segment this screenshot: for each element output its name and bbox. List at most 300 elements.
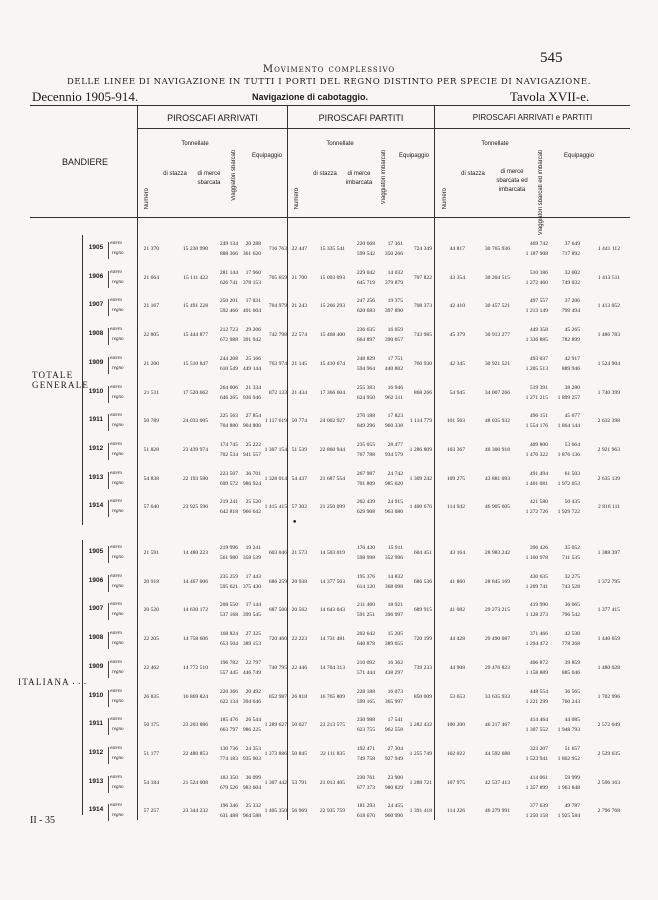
cell-merce-estero: 491 494 (529, 470, 548, 477)
cell-merce-regno: 1 294 472 (525, 641, 548, 648)
cell-merce-regno: 623 755 (356, 727, 375, 734)
cell-merce-estero: 223 507 (219, 470, 238, 477)
cell-merce-estero: 493 037 (529, 355, 548, 362)
cell-viaggiatori-estero: 22 797 (245, 659, 261, 666)
cell-stazza: 22 193 580 (182, 475, 208, 482)
cell-equipaggio: 1 441 112 (597, 246, 620, 252)
cell-viaggiatori-regno: 799 494 (561, 308, 580, 315)
cell-stazza: 15 491 228 (182, 303, 208, 310)
row-brace (108, 271, 111, 288)
cell-equipaggio: 708 373 (413, 303, 432, 310)
cell-numero: 44 908 (449, 664, 465, 671)
cell-viaggiatori-estero: 59 999 (564, 774, 580, 781)
cell-equipaggio: 1 273 886 (264, 750, 287, 757)
cell-stazza: 14 503 019 (319, 550, 345, 556)
cell-equipaggio: 1 307 442 (264, 779, 287, 786)
cell-merce-estero: 183 350 (219, 774, 238, 781)
year-label: 1909 (88, 358, 104, 366)
cell-merce-estero: 449 358 (529, 327, 548, 334)
year-label: 1910 (88, 691, 104, 699)
group-label-italiana: ITALIANA (18, 677, 70, 687)
cell-merce-regno: 1 272 460 (525, 279, 548, 286)
cell-merce-regno: 1 401 081 (525, 480, 548, 487)
cell-viaggiatori-estero: 17 443 (245, 573, 261, 580)
cell-merce-regno: 610 549 (219, 365, 238, 372)
cell-numero: 50 774 (291, 418, 307, 425)
cell-equipaggio: 1 413 052 (597, 303, 620, 310)
cell-viaggiatori-regno: 368 098 (384, 583, 403, 590)
cell-equipaggio: 1 372 795 (597, 578, 620, 585)
cell-viaggiatori-regno: 399 545 (242, 612, 261, 619)
cell-stazza: 48 035 932 (484, 418, 510, 425)
cell-viaggiatori-estero: 27 854 (245, 413, 261, 420)
cell-stazza: 22 860 944 (319, 446, 345, 453)
cell-merce-regno: 1 187 908 (525, 251, 548, 257)
cell-viaggiatori-estero: 19 241 (245, 545, 261, 551)
row-label-estero: estero (110, 631, 123, 637)
cell-merce-estero: 377 639 (529, 803, 548, 810)
cell-numero: 44 428 (449, 636, 465, 643)
cell-equipaggio: 704 979 (268, 303, 287, 310)
cell-merce-regno: 614 120 (356, 583, 375, 590)
cell-stazza: 24 033 005 (182, 418, 208, 425)
header-merce-a: di merce sbarcata (197, 171, 221, 186)
section-subrule-1 (137, 128, 630, 129)
cell-stazza: 30 921 521 (484, 360, 510, 367)
cell-viaggiatori-regno: 1 972 053 (557, 480, 580, 487)
cell-stazza: 17 520 662 (182, 389, 208, 396)
cell-numero: 50 789 (143, 418, 159, 425)
cell-merce-regno: 1 554 176 (525, 423, 548, 430)
cell-stazza: 34 007 266 (484, 389, 510, 396)
cell-numero: 22 223 (291, 636, 307, 643)
cell-numero: 21 511 (143, 389, 159, 396)
cell-viaggiatori-regno: 1 925 584 (557, 813, 580, 820)
cell-viaggiatori-regno: 1 899 257 (557, 394, 580, 401)
cell-stazza: 14 377 563 (319, 578, 345, 585)
cell-equipaggio: 1 486 783 (597, 332, 620, 339)
cell-viaggiatori-estero: 24 455 (387, 803, 403, 810)
cell-merce-estero: 244 208 (219, 355, 238, 362)
cell-merce-regno: 595 621 (219, 583, 238, 590)
cell-merce-estero: 419 990 (529, 602, 548, 609)
cell-equipaggio: 1 377 415 (597, 607, 620, 614)
cell-merce-estero: 202 642 (356, 631, 375, 638)
cell-viaggiatori-regno: 711 535 (562, 555, 580, 561)
cell-merce-regno: 1 523 941 (525, 755, 548, 762)
row-label-estero: estero (110, 545, 123, 550)
row-brace (108, 632, 111, 649)
cell-viaggiatori-regno: 1 864 144 (557, 423, 580, 430)
cell-viaggiatori-regno: 350 266 (384, 251, 403, 257)
header-viagg-t: Viaggiatori sbarcati ed imbarcati (538, 150, 544, 236)
cell-merce-estero: 220 668 (356, 241, 375, 247)
cell-stazza: 43 881 093 (484, 475, 510, 482)
cell-merce-regno: 653 504 (219, 641, 238, 648)
cell-merce-regno: 701 809 (356, 480, 375, 487)
cell-viaggiatori-regno: 885 046 (561, 669, 580, 676)
decade-label: Decennio 1905-914. (32, 89, 139, 104)
cell-viaggiatori-estero: 20 492 (245, 688, 261, 695)
cell-merce-regno: 571 444 (356, 669, 375, 676)
cell-equipaggio: 1 388 397 (597, 550, 620, 556)
cell-viaggiatori-estero: 50 435 (564, 499, 580, 506)
cell-viaggiatori-estero: 39 859 (564, 659, 580, 666)
cell-viaggiatori-estero: 24 353 (245, 745, 261, 752)
cell-merce-regno: 561 980 (219, 555, 238, 561)
header-bandiere: BANDIERE (61, 157, 108, 167)
cell-merce-estero: 181 293 (356, 803, 375, 810)
cell-viaggiatori-estero: 32 275 (564, 573, 580, 580)
cell-merce-regno: 594 964 (356, 365, 375, 372)
cell-merce-regno: 774 183 (219, 755, 238, 762)
cell-equipaggio: 2 572 049 (597, 722, 620, 729)
cell-merce-regno: 704 880 (219, 423, 238, 430)
cell-merce-estero: 168 824 (219, 631, 238, 638)
cell-equipaggio: 1 328 014 (264, 475, 287, 482)
year-label: 1905 (88, 244, 104, 251)
col-divider-1 (137, 105, 138, 820)
cell-equipaggio: 760 930 (413, 360, 432, 367)
cell-numero: 53 791 (291, 779, 307, 786)
cell-numero: 21 591 (143, 550, 159, 556)
cell-stazza: 15 468 400 (319, 332, 345, 339)
header-equip-a: Equipaggio (251, 153, 283, 159)
cell-numero: 53 653 (449, 693, 465, 700)
cell-viaggiatori-estero: 17 144 (245, 602, 261, 609)
cell-viaggiatori-estero: 35 052 (564, 545, 580, 551)
row-label-estero: estero (110, 470, 123, 476)
row-label-estero: estero (110, 269, 123, 275)
cell-viaggiatori-regno: 749 032 (561, 279, 580, 286)
cell-numero: 20 562 (291, 607, 307, 614)
cell-viaggiatori-estero: 25 332 (245, 803, 261, 810)
cell-merce-estero: 519 391 (529, 384, 548, 391)
cell-stazza: 29 490 087 (484, 636, 510, 643)
cell-stazza: 30 913 277 (484, 332, 510, 339)
cell-stazza: 24 002 927 (319, 418, 345, 425)
cell-merce-estero: 212 723 (219, 327, 238, 334)
header-tonnellate-a: Tonnellate (181, 141, 209, 147)
cell-numero: 54 945 (449, 389, 465, 396)
cell-equipaggio: 2 921 963 (597, 446, 620, 453)
cell-equipaggio: 1 740 399 (597, 389, 620, 396)
cell-viaggiatori-estero: 16 362 (387, 659, 403, 666)
cell-merce-regno: 646 265 (219, 394, 238, 401)
cell-merce-regno: 849 296 (356, 423, 375, 430)
cell-merce-estero: 236 635 (356, 327, 375, 334)
cell-stazza: 33 635 933 (484, 693, 510, 700)
cell-merce-estero: 281 144 (219, 269, 238, 276)
cell-equipaggio: 1 289 627 (264, 722, 287, 729)
cell-equipaggio: 743 985 (413, 332, 432, 339)
cell-numero: 57 257 (143, 808, 159, 815)
cell-numero: 50 027 (291, 722, 307, 729)
cell-equipaggio: 1 288 721 (409, 779, 432, 786)
cell-viaggiatori-regno: 962 558 (384, 727, 403, 734)
cell-merce-estero: 497 557 (529, 298, 548, 305)
cell-numero: 54 437 (291, 475, 307, 482)
row-brace (108, 661, 111, 678)
cell-numero: 51 177 (143, 750, 159, 757)
year-label: 1912 (88, 748, 104, 756)
row-brace (108, 328, 111, 345)
cell-equipaggio: 1 415 415 (264, 504, 287, 511)
cell-merce-regno: 631 488 (219, 813, 238, 820)
cell-equipaggio: 689 915 (413, 607, 432, 614)
cell-numero: 22 446 (291, 664, 307, 671)
cell-viaggiatori-regno: 936 946 (242, 394, 261, 401)
year-label: 1914 (88, 502, 104, 510)
cell-stazza: 23 213 575 (319, 722, 345, 729)
cell-merce-estero: 510 186 (529, 269, 548, 276)
cell-stazza: 23 344 232 (182, 808, 208, 815)
header-stazza-a: di stazza (163, 171, 187, 177)
cell-equipaggio: 686 536 (413, 578, 432, 585)
cell-merce-estero: 219 241 (219, 499, 238, 506)
cell-stazza: 21 687 554 (319, 475, 345, 482)
title-line-1: Movimento complessivo (262, 64, 396, 75)
cell-viaggiatori-estero: 42 530 (564, 631, 580, 638)
col-divider-2 (287, 105, 288, 820)
cell-merce-regno: 672 988 (219, 337, 238, 344)
header-partiti: PIROSCAFI PARTITI (318, 113, 404, 123)
row-label-estero: estero (110, 803, 123, 809)
cell-viaggiatori-regno: 986 225 (242, 727, 261, 734)
cell-merce-regno: 702 534 (219, 451, 238, 458)
cell-viaggiatori-regno: 378 153 (242, 279, 261, 286)
row-brace (108, 546, 111, 563)
cell-numero: 54 838 (143, 475, 159, 482)
cell-viaggiatori-regno: 960 996 (384, 813, 403, 820)
cell-numero: 21 167 (143, 303, 159, 310)
year-label: 1911 (88, 416, 104, 424)
group-label-dots: . . . (72, 677, 87, 687)
header-equip-t: Equipaggio (563, 153, 595, 159)
cell-numero: 41 860 (449, 578, 465, 585)
cell-merce-estero: 229 042 (356, 269, 375, 276)
cell-viaggiatori-estero: 61 503 (564, 470, 580, 477)
cell-viaggiatori-estero: 44 085 (564, 717, 580, 724)
cell-merce-estero: 130 736 (219, 745, 238, 752)
cell-merce-estero: 247 256 (356, 298, 375, 305)
cell-viaggiatori-regno: 446 749 (242, 669, 261, 676)
table-top-rule (30, 105, 630, 106)
row-label-estero: estero (110, 441, 123, 447)
cell-numero: 42 345 (449, 360, 465, 367)
row-label-regno: regno (112, 394, 124, 400)
cell-numero: 54 184 (143, 779, 159, 786)
cell-viaggiatori-regno: 904 800 (242, 423, 261, 430)
header-viagg-a: Viaggiatori sbarcati (231, 150, 237, 201)
header-tonnellate-p: Tonnellate (326, 141, 354, 147)
cell-merce-regno: 620 683 (356, 308, 375, 315)
header-arrivati: PIROSCAFI ARRIVATI (167, 113, 258, 123)
cell-numero: 114 226 (447, 808, 465, 815)
cell-merce-regno: 1 272 726 (525, 509, 548, 516)
cell-viaggiatori-estero: 25 222 (245, 441, 261, 448)
row-label-regno: regno (112, 784, 124, 790)
cell-merce-estero: 210 092 (356, 659, 375, 666)
cell-stazza: 46 217 467 (484, 722, 510, 729)
cell-viaggiatori-regno: 1 948 793 (557, 727, 580, 734)
cell-merce-regno: 1 128 273 (525, 612, 548, 619)
cell-stazza: 29 273 215 (484, 607, 510, 614)
cell-viaggiatori-regno: 934 579 (384, 451, 403, 458)
cell-equipaggio: 2 596 163 (597, 779, 620, 786)
cell-numero: 100 200 (446, 722, 465, 729)
cell-merce-estero: 228 188 (356, 688, 375, 695)
cell-merce-regno: 1 221 299 (525, 698, 548, 705)
row-label-regno: regno (112, 698, 124, 704)
cell-merce-regno: 1 250 158 (525, 813, 548, 820)
cell-equipaggio: 603 046 (268, 550, 287, 556)
cell-equipaggio: 1 307 154 (264, 446, 287, 453)
row-label-regno: regno (112, 279, 124, 285)
cell-equipaggio: 604 451 (413, 550, 432, 556)
header-stazza-p: di stazza (313, 171, 337, 177)
row-label-estero: estero (110, 499, 123, 505)
cell-merce-estero: 220 366 (219, 688, 238, 695)
cell-merce-estero: 496 151 (529, 413, 548, 420)
cell-stazza: 14 630 172 (182, 607, 208, 614)
cell-merce-estero: 211 460 (357, 602, 375, 609)
cell-viaggiatori-estero: 14 832 (387, 573, 403, 580)
cell-stazza: 30 457 521 (484, 303, 510, 310)
cell-viaggiatori-estero: 51 657 (564, 745, 580, 752)
cell-merce-estero: 409 800 (529, 441, 548, 448)
cell-equipaggio: 1 286 809 (409, 446, 432, 453)
row-label-regno: regno (112, 337, 124, 343)
header-merce-p: di merce imbarcata (345, 171, 373, 186)
cell-numero: 21 145 (291, 360, 307, 367)
cell-viaggiatori-estero: 45 677 (564, 413, 580, 420)
row-label-regno: regno (112, 612, 124, 618)
row-label-estero: estero (110, 241, 123, 246)
cell-viaggiatori-regno: 935 003 (242, 755, 261, 762)
cell-stazza: 46 905 605 (484, 504, 510, 511)
cell-numero: 51 539 (291, 446, 307, 453)
year-label: 1913 (88, 473, 104, 481)
row-brace (108, 500, 111, 517)
cell-numero: 107 975 (446, 779, 465, 786)
row-brace (108, 242, 111, 259)
cell-merce-estero: 195 376 (356, 573, 375, 580)
cell-numero: 102 022 (446, 750, 465, 757)
cell-stazza: 46 300 918 (484, 446, 510, 453)
cell-viaggiatori-regno: 889 946 (561, 365, 580, 372)
cell-stazza: 22 480 853 (182, 750, 208, 757)
row-brace (108, 690, 111, 707)
row-brace (108, 414, 111, 431)
cell-numero: 41 082 (449, 607, 465, 614)
cell-stazza: 21 013 405 (319, 779, 345, 786)
cell-stazza: 15 230 990 (182, 246, 208, 252)
cell-merce-estero: 448 554 (529, 688, 548, 695)
year-label: 1909 (88, 662, 104, 670)
cell-merce-regno: 1 158 889 (525, 669, 548, 676)
cell-viaggiatori-regno: 375 430 (242, 583, 261, 590)
cell-numero: 21 664 (143, 274, 159, 281)
cell-viaggiatori-regno: 966 642 (242, 509, 261, 516)
cell-equipaggio: 1 114 779 (409, 418, 432, 425)
cell-viaggiatori-regno: 778 268 (561, 641, 580, 648)
cell-stazza: 17 366 604 (319, 389, 345, 396)
cell-equipaggio: 1 309 242 (409, 475, 432, 482)
cell-merce-regno: 599 165 (356, 698, 375, 705)
cell-merce-regno: 642 818 (219, 509, 238, 516)
cell-equipaggio: 1 117 619 (264, 418, 287, 425)
row-brace (108, 747, 111, 764)
row-brace (108, 472, 111, 489)
cell-viaggiatori-regno: 796 542 (561, 612, 580, 619)
cell-merce-estero: 235 055 (356, 441, 375, 448)
cell-stazza: 21 524 008 (182, 779, 208, 786)
cell-merce-estero: 250 201 (219, 298, 238, 305)
cell-viaggiatori-estero: 37 649 (564, 241, 580, 247)
cell-equipaggio: 1 400 676 (409, 504, 432, 511)
row-label-estero: estero (110, 298, 123, 304)
cell-merce-estero: 185 476 (219, 717, 238, 724)
row-label-estero: estero (110, 774, 123, 780)
row-brace (108, 299, 111, 316)
cell-merce-regno: 1 271 215 (525, 394, 548, 401)
cell-stazza: 30 765 936 (484, 246, 510, 252)
cell-stazza: 23 203 886 (182, 722, 208, 729)
cell-merce-regno: 598 998 (356, 555, 375, 561)
table-number: Tavola XVII-e. (510, 89, 590, 104)
cell-viaggiatori-estero: 27 304 (387, 745, 403, 752)
header-stazza-t: di stazza (461, 171, 485, 177)
header-numero-t: Numero (442, 188, 448, 210)
cell-merce-regno: 1 357 899 (525, 784, 548, 791)
cell-numero: 22 805 (143, 332, 159, 339)
cell-viaggiatori-estero: 18 921 (387, 602, 403, 609)
cell-viaggiatori-estero: 20 288 (245, 241, 261, 247)
cell-viaggiatori-estero: 49 787 (564, 803, 580, 810)
year-label: 1906 (88, 272, 104, 280)
col-divider-3 (434, 105, 435, 820)
cell-merce-regno: 1 213 149 (525, 308, 548, 315)
title-line-2: DELLE LINEE DI NAVIGAZIONE IN TUTTI I PORTI DEL REGNO DISTINTO PER SPECIE DI NAVIGAZIONE. (66, 77, 592, 87)
year-label: 1908 (88, 330, 104, 338)
cell-numero: 22 447 (291, 246, 307, 252)
row-label-estero: estero (110, 327, 123, 333)
year-label: 1906 (88, 576, 104, 584)
cell-stazza: 28 845 169 (484, 578, 510, 585)
cell-viaggiatori-regno: 983 604 (242, 784, 261, 791)
cell-merce-regno: 767 788 (356, 451, 375, 458)
header-numero-p: Numero (294, 188, 300, 210)
row-label-regno: regno (112, 813, 124, 819)
cell-stazza: 30 204 515 (484, 274, 510, 281)
cell-numero: 21 434 (291, 389, 307, 396)
cell-viaggiatori-regno: 358 539 (242, 555, 261, 561)
cell-viaggiatori-regno: 962 311 (385, 394, 403, 401)
cell-equipaggio: 1 405 350 (264, 808, 287, 815)
cell-merce-regno: 626 741 (219, 279, 238, 286)
cell-merce-regno: 592 466 (219, 308, 238, 315)
cell-stazza: 15 444 877 (182, 332, 208, 339)
row-label-estero: estero (110, 573, 123, 579)
cell-stazza: 14 704 313 (319, 664, 345, 671)
cell-stazza: 23 439 974 (182, 446, 208, 453)
cell-numero: 109 275 (446, 475, 465, 482)
cell-merce-estero: 196 346 (219, 803, 238, 810)
cell-viaggiatori-regno: 352 996 (384, 555, 403, 561)
cell-merce-estero: 196 782 (219, 659, 238, 666)
cell-equipaggio: 1 702 996 (597, 693, 620, 700)
